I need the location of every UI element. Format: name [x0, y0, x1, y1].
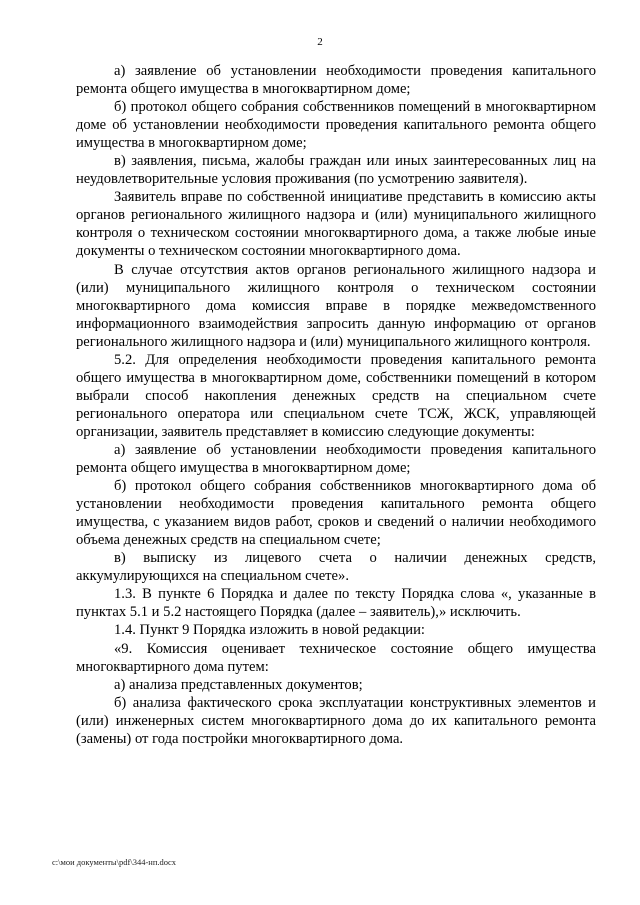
- paragraph: в) выписку из лицевого счета о наличии денежных средств, аккумулирующихся на специальном счете».: [76, 550, 596, 585]
- file-path-footer: c:\мои документы\pdf\344-нп.docx: [52, 857, 177, 867]
- paragraph: б) протокол общего собрания собственников помещений в многоквартирном доме об установлении необходимости проведения капитального ремонта общего имущества в многоквартирном доме;: [76, 99, 596, 152]
- paragraph: б) протокол общего собрания собственников многоквартирного дома об установлении необходимости проведения капитального ремонта общего имущества, с указанием видов работ, сроков и сведений о наличии необходимого объема денежных средств на специальном счете;: [76, 478, 596, 549]
- paragraph: а) заявление об установлении необходимости проведения капитального ремонта общего имущества в многоквартирном доме;: [76, 441, 596, 477]
- paragraph: В случае отсутствия актов органов регионального жилищного надзора и (или) муниципального жилищного контроля о техническом состоянии многоквартирного дома комиссия вправе в порядке межведомственного информационного взаимодействия запросить данную информацию от органов регионального жилищного надзора и (или) муниципального жилищного контроля.: [76, 261, 596, 350]
- paragraph: а) анализа представленных документов;: [114, 676, 363, 693]
- paragraph: в) заявления, письма, жалобы граждан или иных заинтересованных лиц на неудовлетворительные условия проживания (по усмотрению заявителя).: [76, 153, 596, 188]
- paragraph: 5.2. Для определения необходимости проведения капитального ремонта общего имущества в многоквартирном доме, собственники помещений в котором выбрали способ накопления денежных средств на специальном счете регионального оператора или специальном счете ТСЖ, ЖСК, управляющей организации, заявитель представляет в комиссию следующие документы:: [76, 351, 596, 440]
- paragraph: 1.3. В пункте 6 Порядка и далее по тексту Порядка слова «, указанные в пунктах 5.1 и 5.2 настоящего Порядка (далее – заявитель),» исключить.: [76, 586, 596, 621]
- paragraph: «9. Комиссия оценивает техническое состояние общего имущества многоквартирного дома путем:: [76, 640, 596, 675]
- document-body: [76, 62, 596, 748]
- paragraph: а) заявление об установлении необходимости проведения капитального ремонта общего имущества в многоквартирном доме;: [76, 63, 596, 98]
- page-number: 2: [317, 36, 323, 48]
- paragraph: б) анализа фактического срока эксплуатации конструктивных элементов и (или) инженерных систем многоквартирного дома до их капитального ремонта (замены) от года постройки многоквартирного дома.: [76, 694, 596, 747]
- paragraph: Заявитель вправе по собственной инициативе представить в комиссию акты органов регионального жилищного надзора и (или) муниципального жилищного контроля о техническом состоянии многоквартирного дома, а также любые иные документы о техническом состоянии многоквартирного дома.: [76, 189, 596, 260]
- paragraph: 1.4. Пункт 9 Порядка изложить в новой редакции:: [114, 622, 425, 639]
